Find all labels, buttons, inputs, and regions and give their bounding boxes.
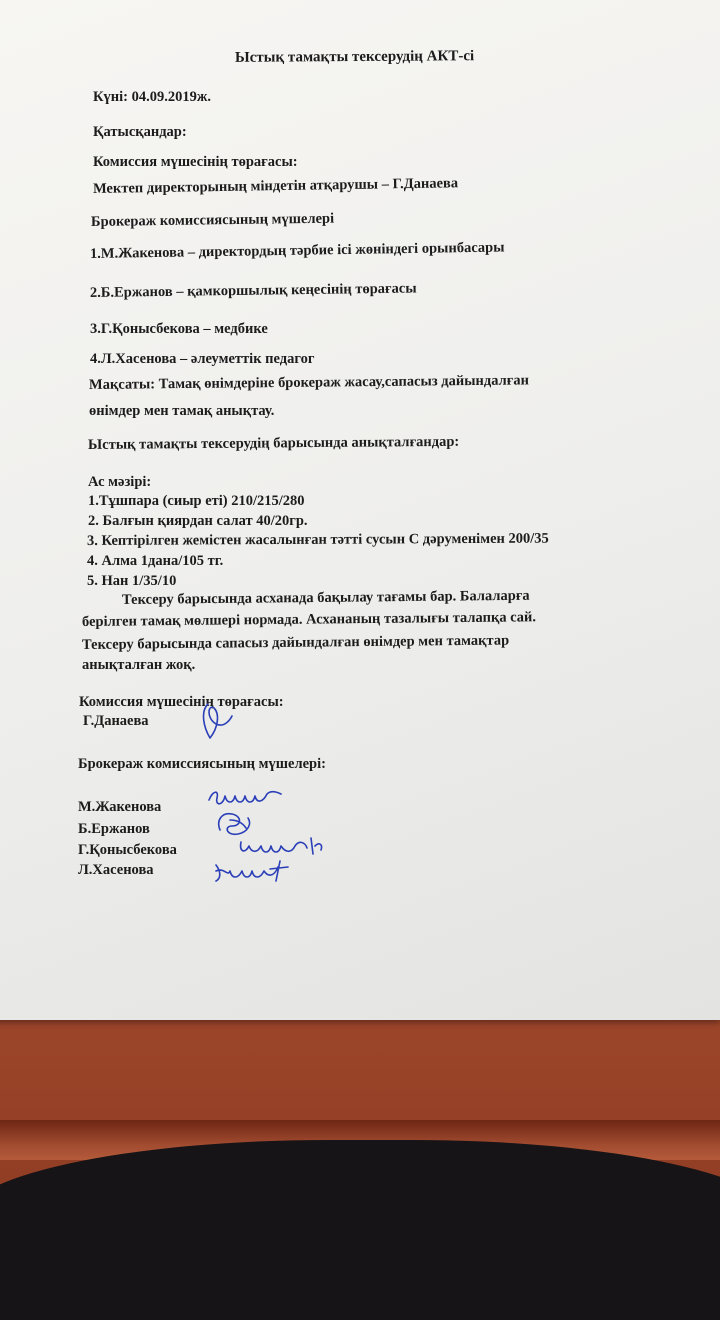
chair-heading: Комиссия мүшесінің төрағасы: (93, 154, 298, 170)
menu-item-4: 4. Алма 1дана/105 тг. (87, 553, 224, 569)
sign-member-2: Б.Ержанов (78, 821, 150, 837)
menu-item-2: 2. Балғын қиярдан салат 40/20гр. (88, 513, 308, 529)
menu-item-1: 1.Тұшпара (сиыр еті) 210/215/280 (88, 493, 305, 509)
member-1: 1.М.Жакенова – директордың тәрбие ісі жөніндегі орынбасары (89, 239, 505, 262)
conclusion-line-2: берілген тамақ мөлшері нормада. Асхананың тазалығы талапқа сай. (81, 609, 537, 630)
conclusion-line-4: анықталған жоқ. (82, 657, 196, 673)
menu-heading: Ас мәзірі: (88, 474, 152, 490)
sign-member-3: Г.Қонысбекова (78, 842, 177, 858)
menu-item-3: 3. Кептірілген жемістен жасалынған тәтті сусын С дәруменімен 200/35 (86, 530, 549, 549)
menu-item-5: 5. Нан 1/35/10 (87, 573, 177, 589)
sign-members-heading: Брокераж комиссиясының мүшелері: (78, 756, 326, 772)
chair-back (0, 1140, 720, 1320)
document-date: Күні: 04.09.2019ж. (93, 89, 211, 105)
findings-heading: Ыстық тамақты тексерудің барысында анықталғандар: (87, 433, 460, 453)
conclusion-line-3: Тексеру барысында сапасыз дайындалған өнімдер мен тамақтар (81, 632, 510, 653)
document-title: Ыстық тамақты тексерудің АКТ-сі (234, 48, 475, 66)
purpose-line-2: өнімдер мен тамақ анықтау. (89, 403, 275, 419)
sign-chair-heading: Комиссия мүшесінің төрағасы: (79, 694, 284, 710)
participants-heading: Қатысқандар: (93, 124, 187, 140)
member-4: 4.Л.Хасенова – әлеуметтік педагог (90, 351, 315, 367)
brokerage-heading: Брокераж комиссиясының мүшелері (90, 210, 335, 230)
signature-khasenova (212, 857, 297, 885)
conclusion-line-1: Тексеру барысында асханада бақылау тағамы бар. Балаларға (121, 587, 530, 608)
purpose-line-1: Мақсаты: Тамақ өнімдеріне брокераж жасау,сапасыз дайындалған (88, 372, 529, 393)
sign-chair-name: Г.Данаева (83, 713, 149, 729)
member-3: 3.Г.Қонысбекова – медбике (90, 321, 268, 337)
sign-member-1: М.Жакенова (78, 799, 162, 815)
member-2: 2.Б.Ержанов – қамкоршылық кеңесінің төрағасы (89, 280, 417, 301)
chair-line: Мектеп директорының міндетін атқарушы – Г.Данаева (92, 175, 459, 197)
sign-member-4: Л.Хасенова (78, 862, 154, 878)
chair-signature (190, 698, 260, 743)
